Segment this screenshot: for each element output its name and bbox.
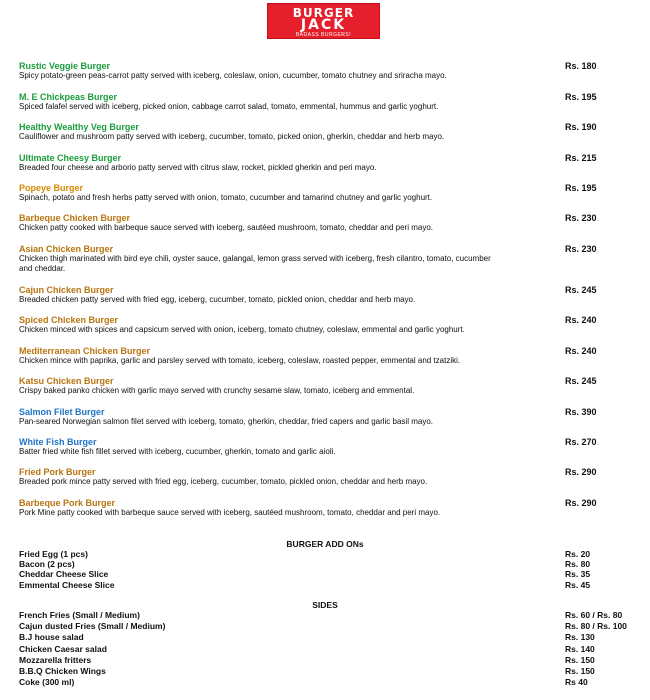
item-price: Rs. 245 [565,285,597,295]
menu-item [19,376,639,396]
item-price: Rs. 180 [565,61,597,71]
side-price: Rs. 60 / Rs. 80 [565,610,623,620]
burger-jack-logo [267,3,380,39]
addon-name: Cheddar Cheese Slice [19,569,109,579]
side-price: Rs. 140 [565,644,595,654]
side-row [19,632,639,642]
item-price: Rs. 195 [565,92,597,102]
addon-row [19,549,639,559]
menu-item [19,122,639,142]
item-price: Rs. 215 [565,153,597,163]
menu-item [19,153,639,173]
addon-name: Emmental Cheese Slice [19,580,115,590]
addon-row [19,569,639,579]
item-name: Cajun Chicken Burger [19,285,114,295]
side-name: B.B.Q Chicken Wings [19,666,106,676]
item-name: Barbeque Chicken Burger [19,213,131,223]
menu-item [19,285,639,305]
sides-title: SIDES [312,600,338,610]
item-price: Rs. 290 [565,498,597,508]
addon-price: Rs. 45 [565,580,591,590]
side-name: Chicken Caesar salad [19,644,107,654]
item-name: Salmon Filet Burger [19,407,105,417]
item-name: Rustic Veggie Burger [19,61,111,71]
menu-item [19,213,639,233]
item-name: Mediterranean Chicken Burger [19,346,151,356]
item-price: Rs. 270 [565,437,597,447]
item-name: Spiced Chicken Burger [19,315,119,325]
item-name: Healthy Wealthy Veg Burger [19,122,139,132]
item-description: Chicken mince with paprika, garlic and parsley served with tomato, iceberg, coleslaw, roasted pepper, emmental and tzatziki. [19,356,461,365]
item-name: Popeye Burger [19,183,84,193]
item-description: Spicy potato-green peas-carrot patty served with iceberg, coleslaw, onion, cucumber, tomato chutney and sriracha mayo. [19,71,447,80]
addon-price: Rs. 20 [565,549,591,559]
addons-title: BURGER ADD ONs [286,539,364,549]
item-name: Barbeque Pork Burger [19,498,116,508]
side-row [19,644,639,654]
item-name: Ultimate Cheesy Burger [19,153,122,163]
item-price: Rs. 245 [565,376,597,386]
item-description: Chicken patty cooked with barbeque sauce served with iceberg, sautéed mushroom, tomato, cheddar and peri mayo. [19,223,434,232]
item-description: Cauliflower and mushroom patty served with iceberg, cucumber, tomato, picked onion, gherkin, cheddar and herb mayo. [19,132,445,141]
menu-item [19,183,639,203]
side-name: Cajun dusted Fries (Small / Medium) [19,621,166,631]
item-description: Breaded pork mince patty served with fried egg, iceberg, cucumber, tomato, pickled onion, cheddar and herb mayo. [19,477,428,486]
addon-price: Rs. 80 [565,559,591,569]
side-price: Rs. 80 / Rs. 100 [565,621,627,631]
item-description: Batter fried white fish fillet served with iceberg, cucumber, gherkin, tomato and garlic aioli. [19,447,336,456]
menu-item [19,437,639,457]
menu-item [19,407,639,427]
side-row [19,677,639,687]
logo-tagline: BADASS BURGERS! [295,32,352,38]
addon-price: Rs. 35 [565,569,591,579]
side-row [19,621,639,631]
menu-item [19,498,639,518]
item-description: Crispy baked panko chicken with garlic mayo served with crunchy sesame slaw, tomato, iceberg and emmental. [19,386,415,395]
item-price: Rs. 390 [565,407,597,417]
item-price: Rs. 195 [565,183,597,193]
side-row [19,610,639,620]
logo-line-1: BURGER [292,6,355,20]
side-row [19,655,639,665]
menu-item [19,467,639,487]
item-description: Breaded four cheese and arborio patty served with citrus slaw, rocket, pickled gherkin and peri mayo. [19,163,377,172]
item-description: Chicken thigh marinated with bird eye chili, oyster sauce, galangal, lemon grass served with iceberg, fresh cilantro, tomato, cucumber and cheddar. [19,254,491,273]
item-description: Pan-seared Norwegian salmon filet served with iceberg, tomato, gherkin, cheddar, fried capers and garlic basil mayo. [19,417,433,426]
side-name: Coke (300 ml) [19,677,75,687]
side-price: Rs. 150 [565,655,595,665]
item-description: Spinach, potato and fresh herbs patty served with onion, tomato, cucumber and tamarind chutney and garlic yoghurt. [19,193,433,202]
side-name: French Fries (Small / Medium) [19,610,140,620]
addon-row [19,580,639,590]
logo-line-2: JACK [300,17,347,33]
side-price: Rs 40 [565,677,588,687]
item-price: Rs. 190 [565,122,597,132]
side-row [19,666,639,676]
item-description: Spiced falafel served with iceberg, picked onion, cabbage carrot salad, tomato, emmental, hummus and garlic yoghurt. [19,102,439,111]
item-price: Rs. 230 [565,213,597,223]
addon-row [19,559,639,569]
addon-name: Bacon (2 pcs) [19,559,75,569]
item-name: White Fish Burger [19,437,97,447]
item-name: Fried Pork Burger [19,467,96,477]
side-name: B.J house salad [19,632,84,642]
item-name: Katsu Chicken Burger [19,376,114,386]
menu-item [19,92,639,112]
menu-item [19,346,639,366]
item-price: Rs. 240 [565,346,597,356]
item-name: Asian Chicken Burger [19,244,114,254]
menu-item [19,315,639,335]
item-price: Rs. 290 [565,467,597,477]
side-price: Rs. 130 [565,632,595,642]
side-price: Rs. 150 [565,666,595,676]
menu-item [19,244,639,274]
addon-name: Fried Egg (1 pcs) [19,549,88,559]
item-price: Rs. 230 [565,244,597,254]
menu-item [19,61,639,81]
item-description: Chicken minced with spices and capsicum served with onion, iceberg, tomato chutney, coleslaw, emmental and garlic yoghurt. [19,325,465,334]
side-name: Mozzarella fritters [19,655,92,665]
item-price: Rs. 240 [565,315,597,325]
item-description: Pork Mine patty cooked with barbeque sauce served with iceberg, sautéed mushroom, tomato, cheddar and peri mayo. [19,508,441,517]
item-description: Breaded chicken patty served with fried egg, iceberg, cucumber, tomato, pickled onion, cheddar and herb mayo. [19,295,416,304]
item-name: M. E Chickpeas Burger [19,92,118,102]
